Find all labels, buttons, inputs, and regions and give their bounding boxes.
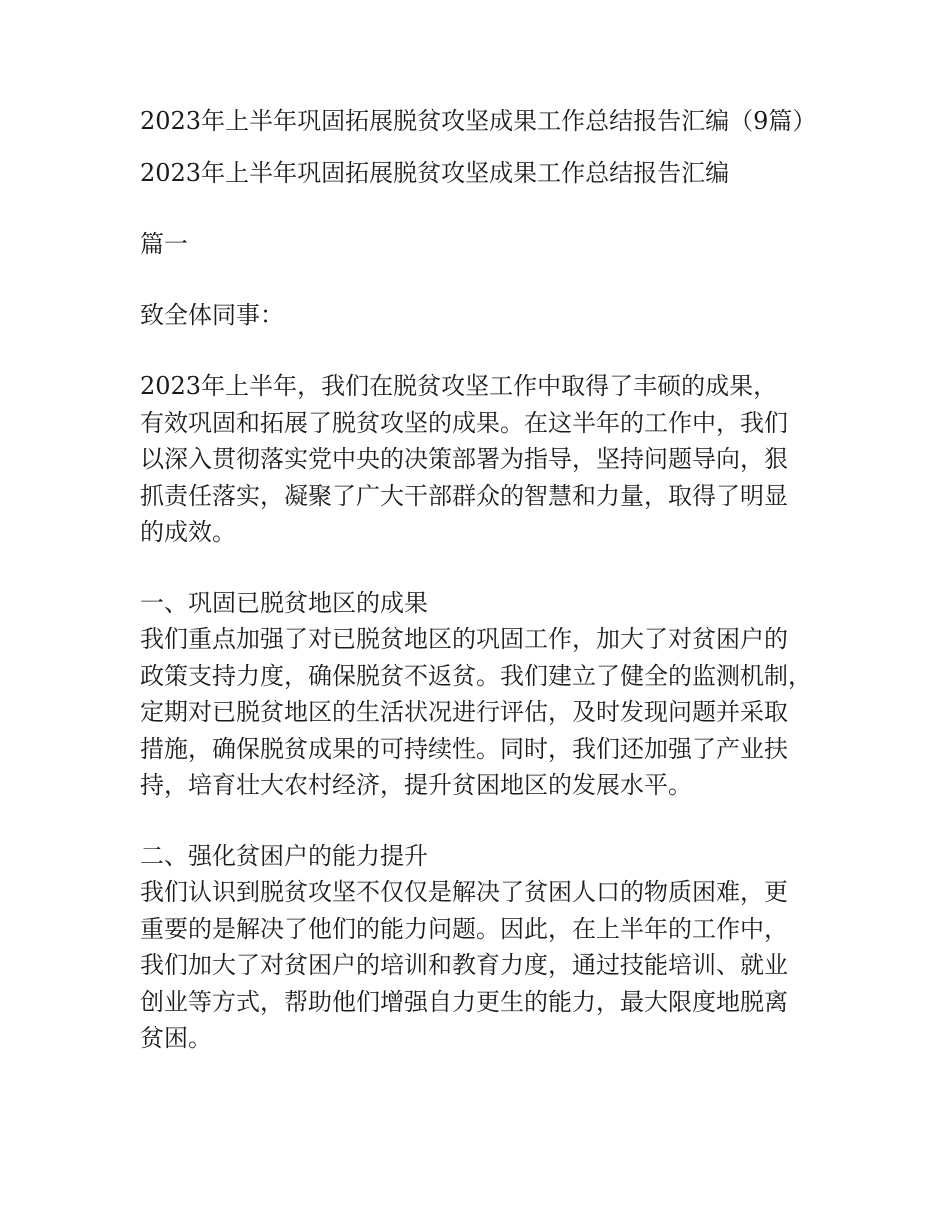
- intro-line: 有效巩固和拓展了脱贫攻坚的成果。在这半年的工作中，我们: [140, 408, 788, 437]
- salutation: 致全体同事：: [140, 301, 284, 329]
- part-label: 篇一: [140, 230, 188, 258]
- section-2-line: 我们认识到脱贫攻坚不仅仅是解决了贫困人口的物质困难，更: [140, 878, 788, 906]
- intro-line: 以深入贯彻落实党中央的决策部署为指导，坚持问题导向，狠: [140, 445, 788, 473]
- section-2-line: 贫困。: [140, 1024, 212, 1052]
- section-1-paragraph: [140, 621, 830, 804]
- intro-paragraph: [140, 368, 830, 551]
- section-1-line: 政策支持力度，确保脱贫不返贫。我们建立了健全的监测机制，: [140, 661, 812, 690]
- section-2-line: 创业等方式，帮助他们增强自力更生的能力，最大限度地脱离: [140, 987, 788, 1016]
- intro-line: 抓责任落实，凝聚了广大干部群众的智慧和力量，取得了明显: [140, 481, 788, 510]
- document-subtitle: 2023年上半年巩固拓展脱贫攻坚成果工作总结报告汇编: [140, 159, 730, 187]
- section-2-line: 重要的是解决了他们的能力问题。因此，在上半年的工作中，: [140, 914, 788, 943]
- section-2-line: 我们加大了对贫困户的培训和教育力度，通过技能培训、就业: [140, 951, 788, 979]
- intro-line: 2023年上半年，我们在脱贫攻坚工作中取得了丰硕的成果，: [140, 372, 778, 400]
- section-1-heading: 一、巩固已脱贫地区的成果: [140, 589, 428, 617]
- section-2-paragraph: [140, 874, 830, 1057]
- section-1-line: 持，培育壮大农村经济，提升贫困地区的发展水平。: [140, 771, 692, 799]
- intro-line: 的成效。: [140, 518, 236, 546]
- section-1-line: 我们重点加强了对已脱贫地区的巩固工作，加大了对贫困户的: [140, 625, 788, 653]
- section-1-line: 定期对已脱贫地区的生活状况进行评估，及时发现问题并采取: [140, 698, 788, 726]
- section-1-line: 措施，确保脱贫成果的可持续性。同时，我们还加强了产业扶: [140, 734, 788, 763]
- document-title: 2023年上半年巩固拓展脱贫攻坚成果工作总结报告汇编（9篇）: [140, 107, 817, 135]
- section-2-heading: 二、强化贫困户的能力提升: [140, 842, 428, 870]
